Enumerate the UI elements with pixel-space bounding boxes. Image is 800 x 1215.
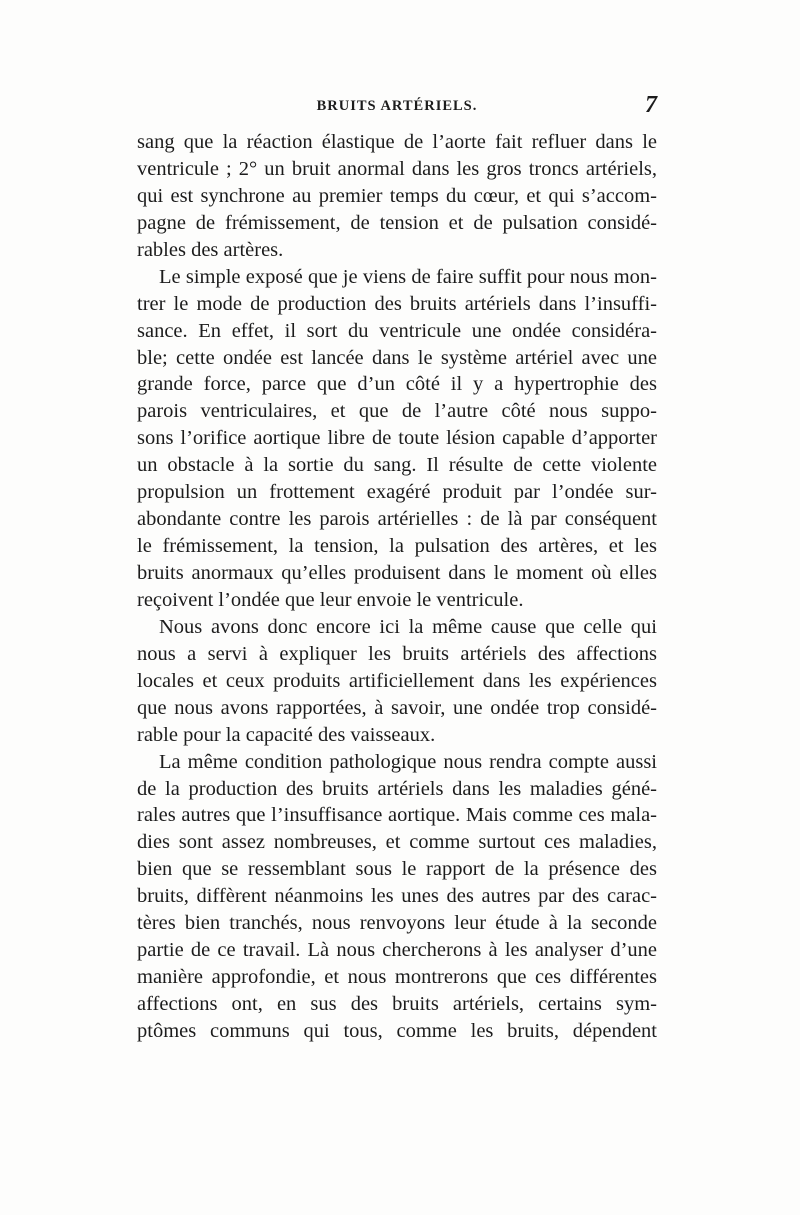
text-line: grande force, parce que d’un côté il y a hypertrophie des [137,373,657,396]
text-line: locales et ceux produits artificiellement dans les expériences [137,669,657,692]
text-line: le frémissement, la tension, la pulsation des artères, et les [137,535,657,558]
text-line: trer le mode de production des bruits artériels dans l’insuffi- [137,292,657,315]
text-line: rales autres que l’insuffisance aortique. Mais comme ces mala- [137,804,657,827]
text-line: ventricule ; 2° un bruit anormal dans les gros troncs artériels, [137,157,657,180]
text-line: nous a servi à expliquer les bruits artériels des affections [137,642,657,665]
text-line: que nous avons rapportées, à savoir, une ondée trop considé- [137,696,657,719]
text-line: partie de ce travail. Là nous chercherons à les analyser d’une [137,939,657,962]
text-line: sance. En effet, il sort du ventricule une ondée considéra- [137,319,657,342]
text-line: propulsion un frottement exagéré produit par l’ondée sur- [137,481,657,504]
paragraph [137,264,657,614]
text-line: abondante contre les parois artérielles : de là par conséquent [137,508,657,531]
text-line: ptômes communs qui tous, comme les bruits, dépendent [137,1019,657,1042]
text-line: rable pour la capacité des vaisseaux. [137,723,436,746]
text-line: pagne de frémissement, de tension et de pulsation considé- [137,211,657,234]
text-line: un obstacle à la sortie du sang. Il résulte de cette violente [137,454,657,477]
text-line: Le simple exposé que je viens de faire suffit pour nous mon- [159,265,657,288]
text-line: rables des artères. [137,238,284,261]
text-line: bruits anormaux qu’elles produisent dans le moment où elles [137,562,657,584]
paragraph [137,614,657,749]
paragraph [137,129,657,264]
running-head [137,92,657,120]
text-line: de la production des bruits artériels dans les maladies géné- [137,777,657,800]
running-title: BRUITS ARTÉRIELS. [316,98,478,114]
text-line: Nous avons donc encore ici la même cause que celle qui [159,615,657,638]
text-line: manière approfondie, et nous montrerons que ces différentes [137,966,657,989]
text-line: dies sont assez nombreuses, et comme surtout ces maladies, [137,831,657,854]
text-line: reçoivent l’ondée que leur envoie le ventricule. [137,588,524,611]
text-line: bruits, diffèrent néanmoins les unes des autres par des carac- [137,885,657,908]
text-line: parois ventriculaires, et que de l’autre côté nous suppo- [137,400,657,423]
body-text [137,129,657,1045]
page-number: 7 [645,92,657,118]
text-line: ble; cette ondée est lancée dans le système artériel avec une [137,346,657,369]
text-line: sons l’orifice aortique libre de toute lésion capable d’apporter [137,427,657,450]
text-line: qui est synchrone au premier temps du cœur, et qui s’accom- [137,184,657,207]
paragraph [137,749,657,1045]
text-line: bien que se ressemblant sous le rapport de la présence des [137,858,657,881]
text-line: La même condition pathologique nous rendra compte aussi [159,750,657,773]
text-line: tères bien tranchés, nous renvoyons leur étude à la seconde [137,912,657,935]
text-line: sang que la réaction élastique de l’aorte fait refluer dans le [137,131,657,153]
text-line: affections ont, en sus des bruits artériels, certains sym- [137,993,657,1015]
